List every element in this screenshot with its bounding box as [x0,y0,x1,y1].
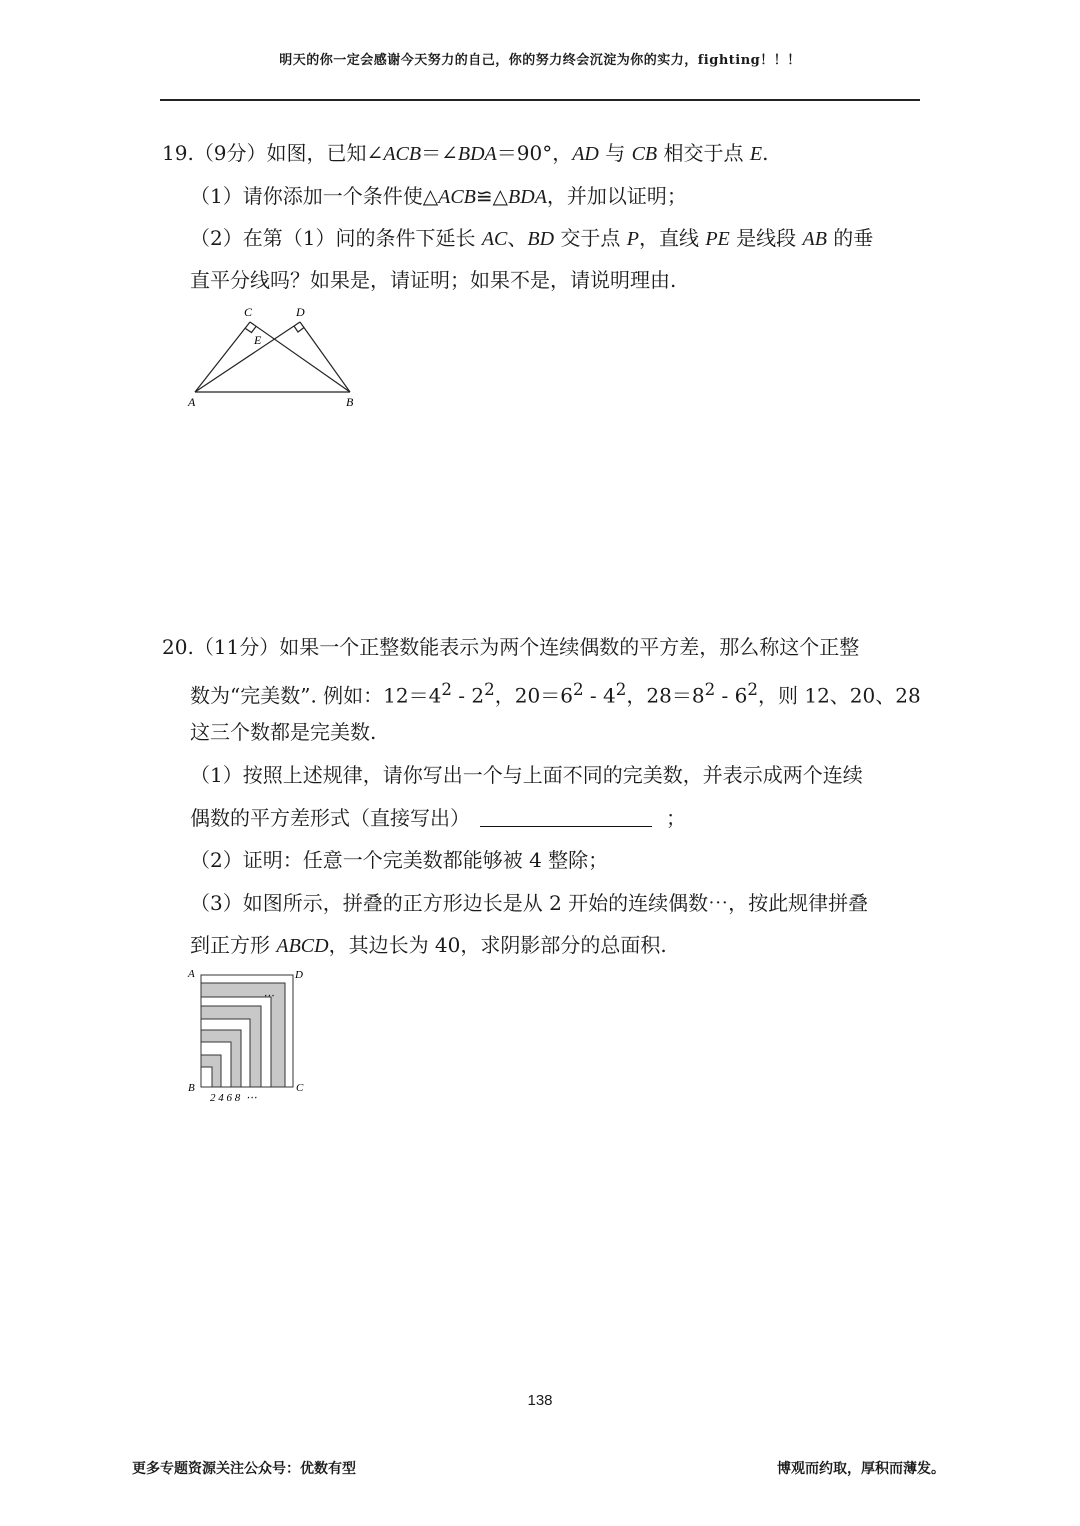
q19-var: E [749,143,763,165]
q19-var: AB [802,228,827,250]
q19-var: AC [481,228,508,250]
q19-score: （9分） [193,141,267,165]
q19-var: ACB [438,186,476,208]
label-c: C [296,1082,304,1094]
exponent: 2 [704,680,716,699]
q20-text: 如果一个正整数能表示为两个连续偶数的平方差，那么称这个正整 [279,635,860,659]
label-d: D [296,305,305,319]
q19-var: CB [631,143,658,165]
footer-left: 更多专题资源关注公众号：优数有型 [132,1461,356,1477]
q19-text: 如图，已知∠ [266,141,384,165]
label-b: B [188,1082,195,1094]
exponent: 2 [441,680,452,699]
q19-var: PE [705,228,730,250]
q20-text: 数为“完美数”. 例如：12＝4 [190,683,442,708]
q19-var: BDA [457,143,497,165]
q19-text: ，并加以证明； [546,184,687,208]
page-number: 138 [527,1392,553,1409]
q20-text: ，28＝8 [626,683,705,708]
q19-var: BDA [508,186,547,208]
q19-var: P [626,228,639,250]
q19-part2-line2: 直平分线吗？如果是，请证明；如果不是，请说明理由. [190,268,677,292]
q19-text: ≌△ [475,184,509,208]
q19-var: BD [527,228,555,250]
q20-stem-line2 [190,676,921,710]
q20-stem-line3: 这三个数都是完美数. [190,720,377,744]
q19-text: ，直线 [638,226,706,250]
q20-stem [162,633,859,661]
q20-text: - 4 [583,683,616,708]
q20-text: - 2 [451,683,485,708]
q20-text: ，20＝6 [494,683,573,708]
q19-text: ＝∠ [421,141,458,165]
q19-text: 是线段 [729,226,803,250]
exponent: 2 [572,680,584,699]
q20-var: ABCD [276,935,329,957]
q19-text: ＝90°， [496,141,573,165]
q19-stem [162,139,768,168]
q20-text: 偶数的平方差形式（直接写出） [190,806,470,830]
q20-number: 20. [162,635,194,659]
exponent: 2 [747,680,758,699]
q19-part2 [190,224,873,253]
q20-text: - 6 [715,683,748,708]
q19-part1 [190,182,687,211]
q20-squares-figure [180,962,315,1108]
q20-text: 到正方形 [190,933,277,957]
q20-part2: （2）证明：任意一个完美数都能够被 4 整除； [190,848,609,872]
bottom-tick-labels: 2 4 6 8 ⋯ [210,1092,257,1104]
q19-text: 与 [598,141,632,165]
exponent: 2 [615,680,627,699]
segment-ac [195,322,250,392]
header-motto: 明天的你一定会感谢今天努力的自己，你的努力终会沉淀为你的实力，fighting！！！ [279,53,801,68]
q19-text: 、 [507,226,528,250]
label-d: D [295,969,303,981]
answer-blank[interactable] [480,806,652,827]
label-b: B [346,395,354,409]
footer-right: 博观而约取，厚积而薄发。 [777,1461,945,1477]
q19-text: . [762,141,769,165]
q19-text: （2）在第（1）问的条件下延长 [190,226,482,250]
label-a: A [188,395,196,409]
right-angle-d [294,326,304,332]
q20-part3-line2 [190,931,667,960]
q19-text: 相交于点 [657,141,750,165]
q19-number: 19. [162,141,194,165]
q19-triangle-figure [180,300,370,412]
q20-part1-line2 [190,804,686,832]
q20-text: ； [666,806,686,830]
right-angle-c [246,327,257,333]
label-c: C [244,305,253,319]
q19-var: ACB [383,143,422,165]
q19-text: （1）请你添加一个条件使△ [190,184,439,208]
header-divider [160,99,920,101]
label-a: A [188,968,195,980]
q20-text: ，其边长为 40，求阴影部分的总面积. [328,933,667,957]
q19-text: 的垂 [826,226,874,250]
q20-part3: （3）如图所示，拼叠的正方形边长是从 2 开始的连续偶数⋯，按此规律拼叠 [190,891,869,915]
label-e: E [254,333,262,347]
q20-text: ，则 12、20、28 [757,683,921,708]
q20-score: （11分） [193,635,280,659]
q19-text: 交于点 [554,226,627,250]
white-square [201,1067,212,1087]
q20-part1: （1）按照上述规律，请你写出一个与上面不同的完美数，并表示成两个连续 [190,763,863,787]
exponent: 2 [484,680,495,699]
segment-ad [195,322,300,392]
q19-var: AD [572,143,599,165]
segment-db [300,322,350,392]
segment-cb [250,322,350,392]
ellipsis: ⋯ [263,990,274,1002]
